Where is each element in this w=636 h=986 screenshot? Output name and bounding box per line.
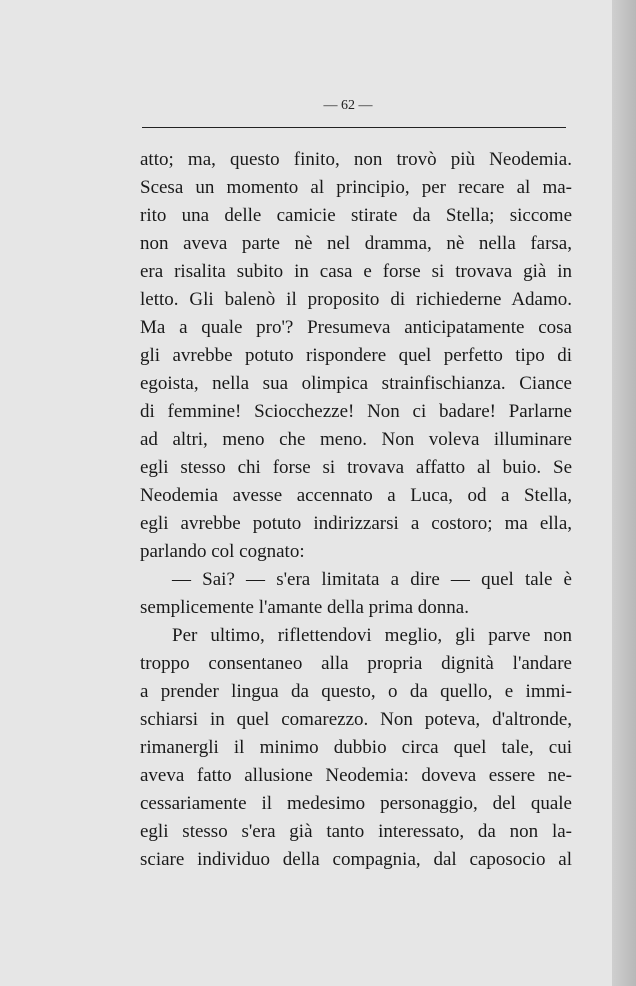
text-line: rito una delle camicie stirate da Stella; siccome [140, 205, 572, 226]
text-line: atto; ma, questo finito, non trovò più Neodemia. [140, 149, 572, 170]
text-line: parlando col cognato: [140, 541, 305, 562]
text-line: era risalita subito in casa e forse si trovava già in [140, 261, 572, 282]
text-line: aveva fatto allusione Neodemia: doveva essere ne- [140, 765, 572, 786]
text-line: sciare individuo della compagnia, dal caposocio al [140, 849, 572, 870]
text-line: rimanergli il minimo dubbio circa quel tale, cui [140, 737, 572, 758]
text-line: schiarsi in quel comarezzo. Non poteva, d'altronde, [140, 709, 572, 730]
text-line: Neodemia avesse accennato a Luca, od a Stella, [140, 485, 572, 506]
text-line: non aveva parte nè nel dramma, nè nella farsa, [140, 233, 572, 254]
text-line: Scesa un momento al principio, per recare al ma- [140, 177, 572, 198]
text-line: cessariamente il medesimo personaggio, del quale [140, 793, 572, 814]
text-line: egoista, nella sua olimpica strainfischianza. Ciance [140, 373, 572, 394]
text-block [140, 146, 572, 874]
text-line: Ma a quale pro'? Presumeva anticipatamente cosa [140, 317, 572, 338]
text-line: — Sai? — s'era limitata a dire — quel tale è [172, 569, 572, 590]
text-line: di femmine! Sciocchezze! Non ci badare! Parlarne [140, 401, 572, 422]
text-line: a prender lingua da questo, o da quello, e immi- [140, 681, 572, 702]
header-rule [142, 127, 566, 128]
text-line: egli stesso s'era già tanto interessato, da non la- [140, 821, 572, 842]
text-line: egli avrebbe potuto indirizzarsi a costoro; ma ella, [140, 513, 572, 534]
text-line: egli stesso chi forse si trovava affatto al buio. Se [140, 457, 572, 478]
text-line: gli avrebbe potuto rispondere quel perfetto tipo di [140, 345, 572, 366]
text-line: ad altri, meno che meno. Non voleva illuminare [140, 429, 572, 450]
text-line: semplicemente l'amante della prima donna. [140, 597, 469, 618]
text-line: Per ultimo, riflettendovi meglio, gli parve non [172, 625, 572, 646]
text-line: letto. Gli balenò il proposito di richiederne Adamo. [140, 289, 572, 310]
text-line: troppo consentaneo alla propria dignità l'andare [140, 653, 572, 674]
page-number: — 62 — [323, 98, 373, 113]
page-gutter [612, 0, 636, 986]
